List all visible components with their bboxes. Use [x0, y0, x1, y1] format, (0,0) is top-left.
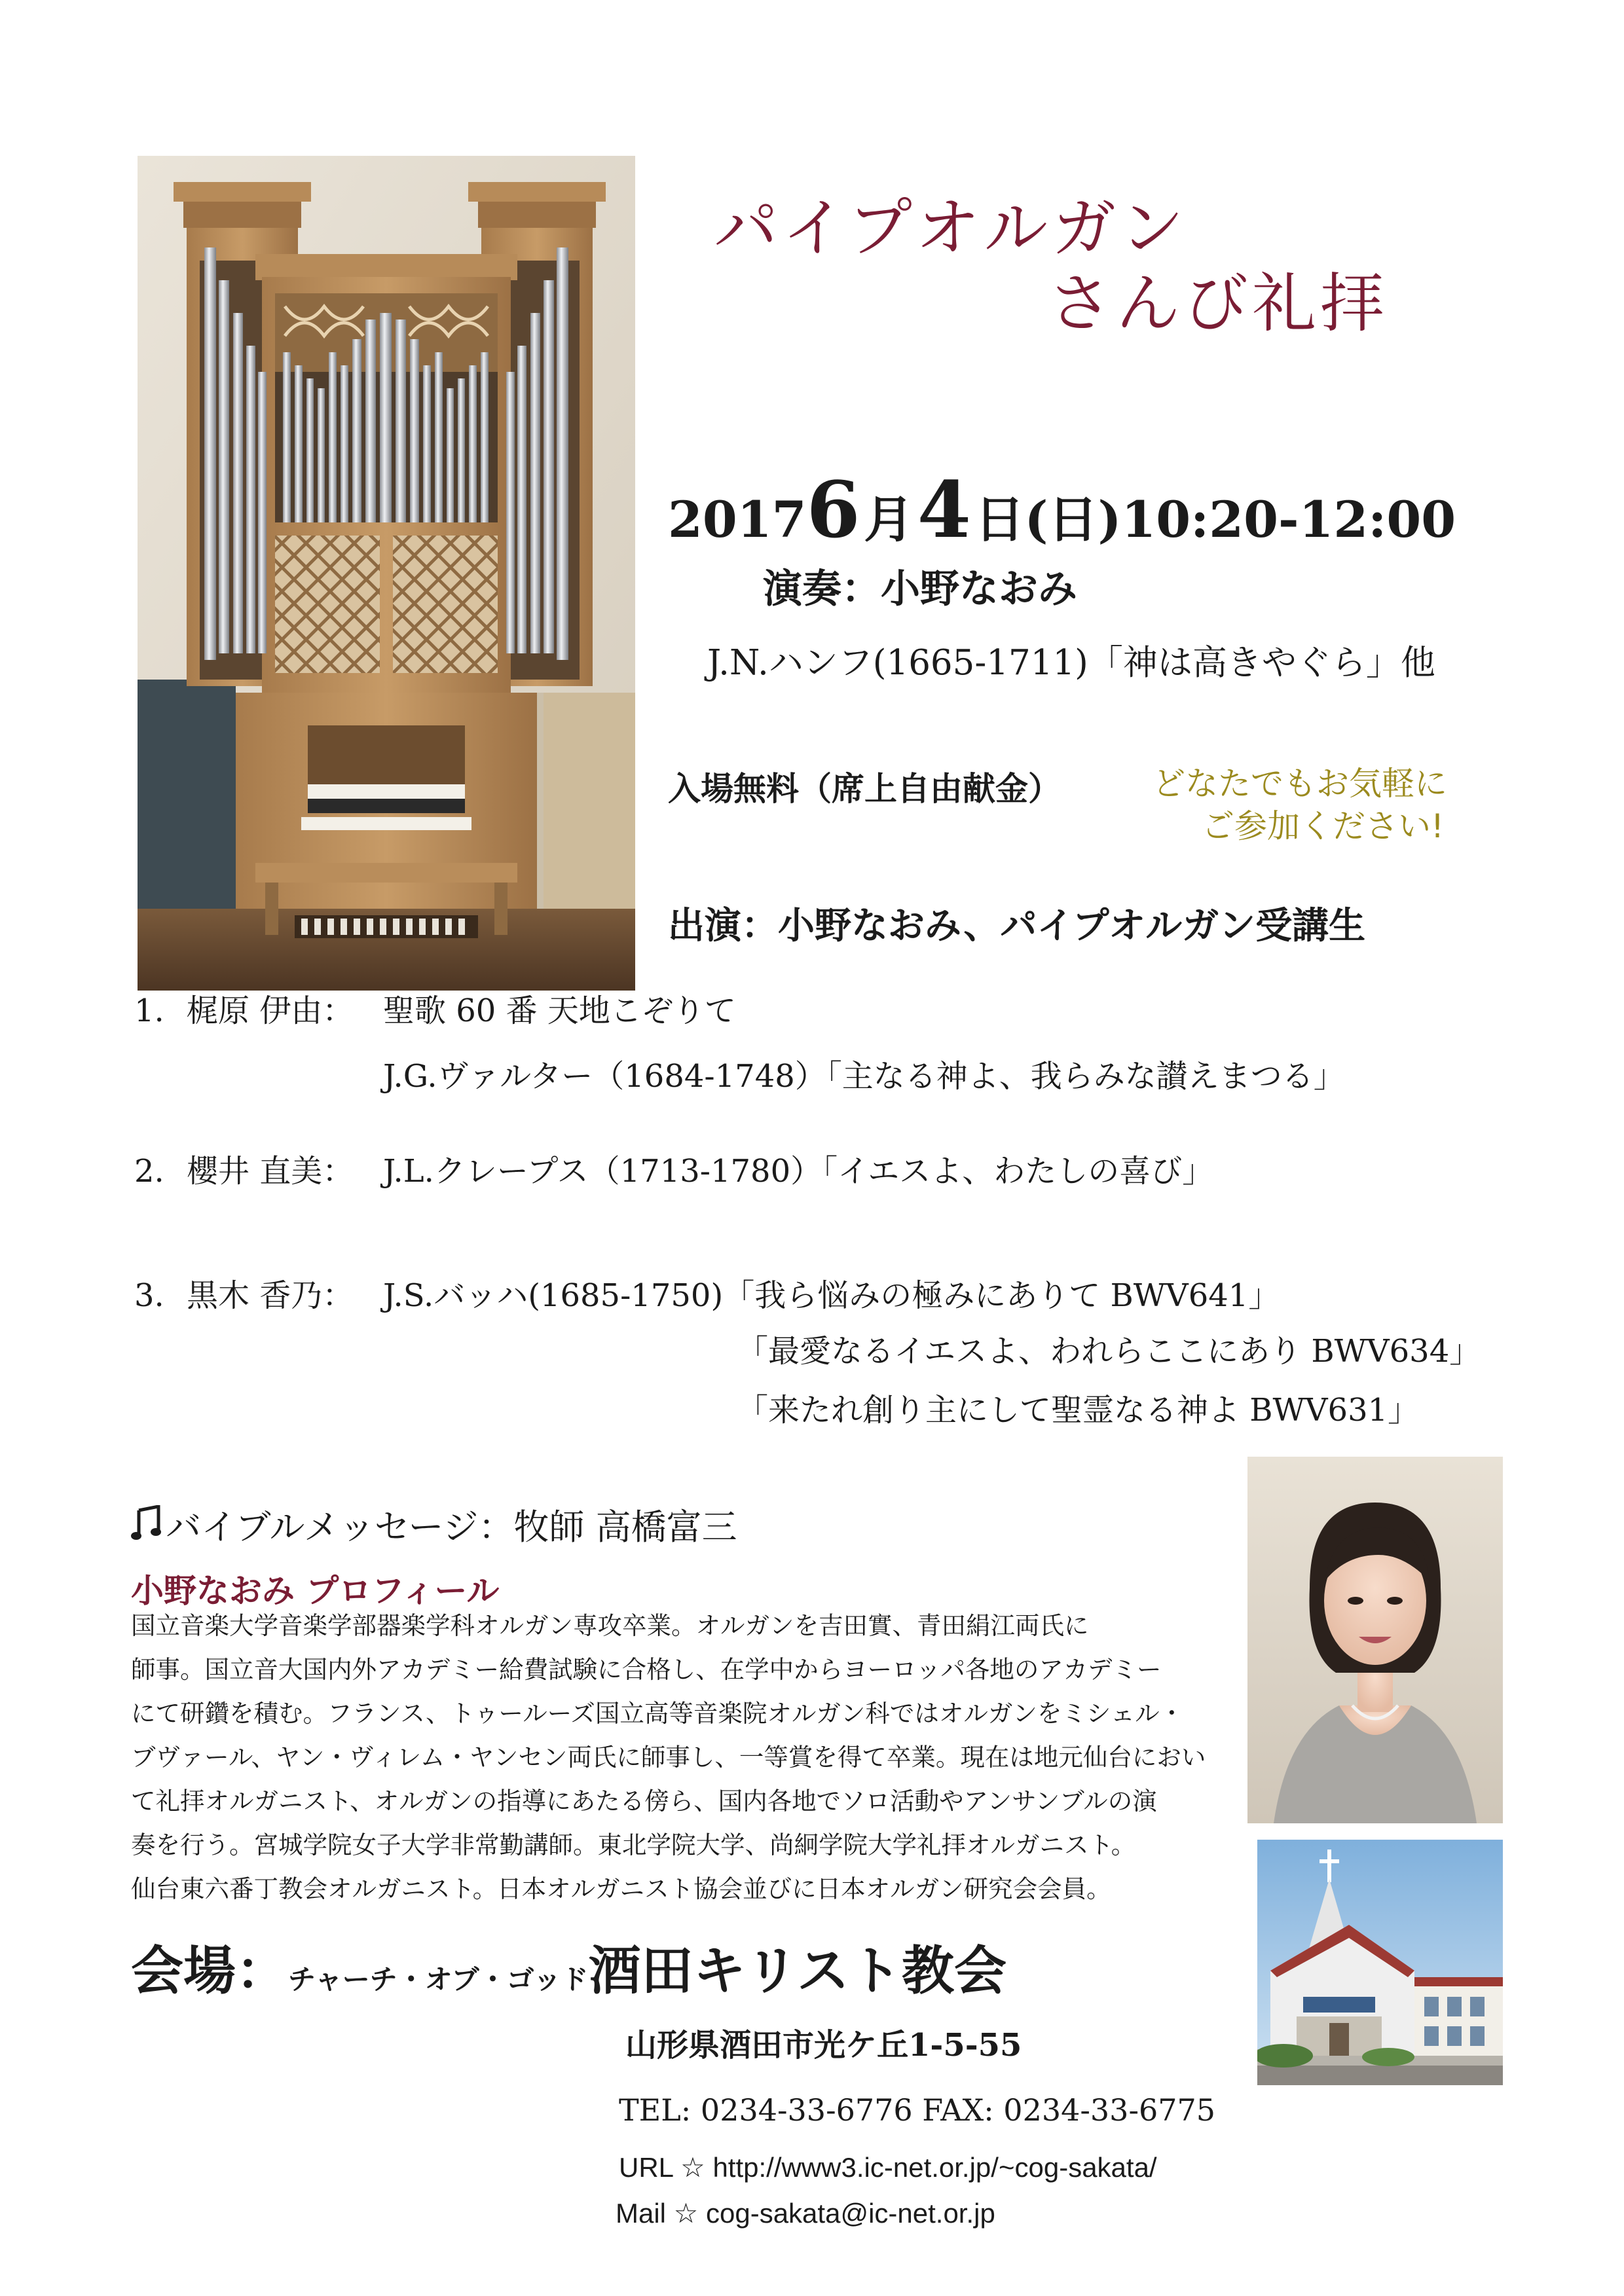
- bible-message-text: バイブルメッセージ：牧師 高橋富三: [166, 1506, 737, 1548]
- piece-line: J.N.ハンフ(1665-1711)「神は高きやぐら」他: [707, 643, 1435, 683]
- venue-label: 会場：: [131, 1940, 288, 2001]
- church-photo: [1257, 1840, 1503, 2085]
- venue-name: 酒田キリスト教会: [588, 1940, 1007, 2001]
- performer-line: 演奏：小野なおみ: [763, 566, 1077, 612]
- profile-line: 国立音楽大学音楽学部器楽学科オルガン専攻卒業。オルガンを吉田實、青田絹江両氏に: [131, 1611, 1089, 1640]
- profile-body: [131, 1604, 1283, 1911]
- admission-text: 入場無料（席上自由献金）: [668, 769, 1061, 808]
- cast-line: 出演：小野なおみ、パイプオルガン受講生: [668, 904, 1366, 947]
- program-number-1: 1.: [134, 993, 164, 1029]
- venue-tel-fax: TEL: 0234-33-6776 FAX: 0234-33-6775: [619, 2092, 1216, 2128]
- date-month-label: 月: [864, 490, 914, 549]
- profile-line: 師事。国立音大国内外アカデミー給費試験に合格し、在学中からヨーロッパ各地のアカデミー: [131, 1655, 1162, 1684]
- venue-sub: チャーチ・オブ・ゴッド: [288, 1963, 589, 1995]
- venue-url-link[interactable]: URL ☆ http://www3.ic-net.or.jp/~cog-sakata/: [619, 2152, 1157, 2183]
- profile-line: 仙台東六番丁教会オルガニスト。日本オルガニスト協会並びに日本オルガン研究会会員。: [131, 1874, 1111, 1903]
- profile-line: 奏を行う。宮城学院女子大学非常勤講師。東北学院大学、尚絅学院大学礼拝オルガニスト。: [131, 1831, 1136, 1859]
- program-performer-3: 黒木 香乃：: [187, 1277, 354, 1314]
- organ-photo: [138, 156, 635, 991]
- profile-line: ブヴァール、ヤン・ヴィレム・ヤンセン両氏に師事し、一等賞を得て卒業。現在は地元仙台におい: [131, 1743, 1206, 1772]
- date-day: 4: [917, 464, 971, 555]
- music-note-icon: [131, 1505, 162, 1544]
- program-line-1-1: 聖歌 60 番 天地こぞりて: [383, 993, 736, 1029]
- program-performer-2: 櫻井 直美：: [187, 1153, 354, 1190]
- date-month: 6: [806, 464, 860, 555]
- event-date: [668, 464, 1456, 555]
- program-line-3-1: J.S.バッハ(1685-1750)「我ら悩みの極みにありて BWV641」: [383, 1277, 1280, 1314]
- venue-heading: [131, 1940, 1007, 2001]
- performer-portrait: [1247, 1457, 1503, 1823]
- venue-address: 山形県酒田市光ケ丘1-5-55: [625, 2027, 1022, 2064]
- date-day-label: 日: [974, 490, 1025, 549]
- bible-message: [131, 1499, 737, 1550]
- program-performer-1: 梶原 伊由：: [187, 993, 354, 1029]
- profile-heading: 小野なおみ プロフィール: [131, 1572, 500, 1610]
- program-line-2-1: J.L.クレープス（1713-1780）「イエスよ、わたしの喜び」: [383, 1153, 1214, 1190]
- title-line-1: パイプオルガン: [714, 191, 1189, 266]
- welcome-line-2: ご参加ください!: [1202, 807, 1445, 845]
- profile-line: にて研鑽を積む。フランス、トゥールーズ国立高等音楽院オルガン科ではオルガンをミシェル・: [131, 1699, 1185, 1728]
- program-line-1-2: J.G.ヴァルター（1684-1748）「主なる神よ、我らみな讃えまつる」: [383, 1058, 1345, 1095]
- program-line-3-3: 「来たれ創り主にして聖霊なる神よ BWV631」: [737, 1392, 1420, 1429]
- date-time: 10:20-12:00: [1121, 490, 1456, 549]
- program-number-2: 2.: [134, 1153, 164, 1190]
- venue-mail-link[interactable]: Mail ☆ cog-sakata@ic-net.or.jp: [616, 2198, 995, 2229]
- title-line-2: さんび礼拝: [1048, 266, 1389, 341]
- welcome-line-1: どなたでもお気軽に: [1153, 765, 1447, 803]
- program-line-3-2: 「最愛なるイエスよ、われらここにあり BWV634」: [737, 1333, 1481, 1370]
- date-weekday: (日): [1024, 490, 1122, 549]
- date-year: 2017: [668, 490, 807, 549]
- program-number-3: 3.: [134, 1277, 164, 1314]
- profile-line: て礼拝オルガニスト、オルガンの指導にあたる傍ら、国内各地でソロ活動やアンサンブルの演: [131, 1787, 1157, 1815]
